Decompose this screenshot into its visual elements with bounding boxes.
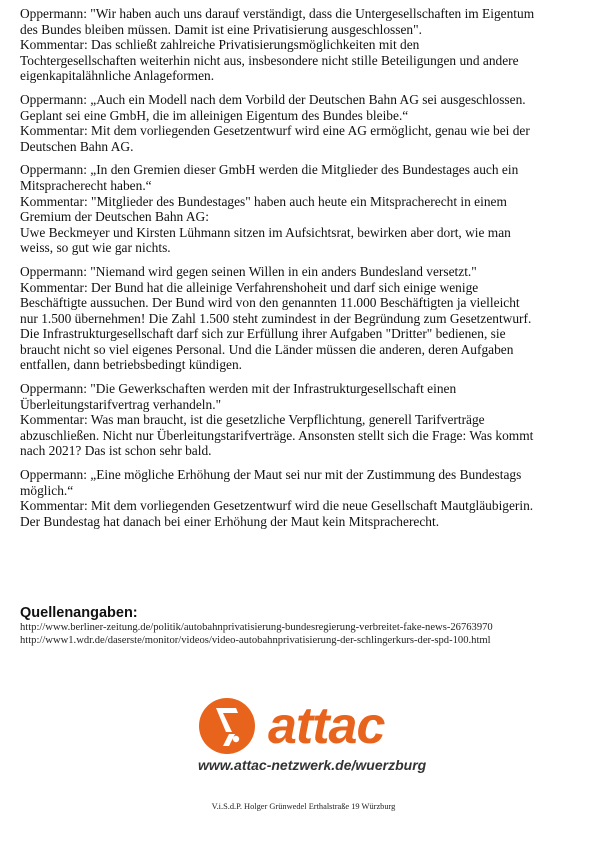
statement-block-3	[20, 162, 592, 256]
text-line: Die Infrastrukturgesellschaft darf sich zur Erfüllung ihrer Aufgaben "Dritter" bedienen, sie	[20, 326, 506, 342]
text-line: Oppermann: „In den Gremien dieser GmbH werden die Mitglieder des Bundestages auch ein	[20, 162, 519, 178]
attac-logo	[194, 692, 434, 782]
article-body	[20, 6, 592, 537]
text-line: braucht nicht so viel eigenes Personal. Und die Länder müssen die anderen, deren Aufgaben	[20, 341, 514, 357]
text-line: Oppermann: "Wir haben auch uns darauf verständigt, dass die Untergesellschaften im Eigentum	[20, 6, 535, 21]
text-line: Geplant sei eine GmbH, die im alleinigen Eigentum des Bundes bleibe.“	[20, 107, 409, 123]
attac-wordmark: attac	[268, 697, 385, 755]
source-link-berliner-zeitung[interactable]: http://www.berliner-zeitung.de/politik/autobahnprivatisierung-bundesregierung-verbreitet-fake-news-26763970	[20, 622, 493, 633]
text-line: Kommentar: Der Bund hat die alleinige Verfahrenshoheit und darf sich einige wenige	[20, 279, 479, 295]
statement-block-6	[20, 467, 592, 529]
statement-block-1	[20, 6, 592, 84]
text-line: nur 1.500 übernehmen! Die Zahl 1.500 steht zumindest in der Begründung zum Gesetzentwurf.	[20, 310, 532, 326]
text-line: nach 2021? Das ist schon sehr bald.	[20, 443, 212, 459]
text-line: Kommentar: Mit dem vorliegenden Gesetzentwurf wird eine AG ermöglicht, genau wie bei der	[20, 123, 530, 139]
attac-url: www.attac-netzwerk.de/wuerzburg	[198, 757, 427, 773]
statement-block-2	[20, 92, 592, 154]
text-line: eigenkapitalähnliche Anlageformen.	[20, 68, 215, 84]
text-line: Gremium der Deutschen Bahn AG:	[20, 209, 209, 225]
text-line: Kommentar: Was man braucht, ist die gesetzliche Verpflichtung, generell Tarifverträge	[20, 412, 485, 428]
text-line: Oppermann: "Die Gewerkschaften werden mit der Infrastrukturgesellschaft einen	[20, 381, 457, 397]
text-line: Beschäftigte aussuchen. Der Bund wird von den genannten 11.000 Beschäftigten ja vielleicht	[20, 295, 520, 311]
text-line: Der Bundestag hat danach bei einer Erhöhung der Maut kein Mitspracherecht.	[20, 513, 440, 529]
attac-figure-icon	[196, 696, 260, 756]
text-line: weiss, so gut wie gar nichts.	[20, 240, 171, 256]
text-line: Oppermann: "Niemand wird gegen seinen Willen in ein anders Bundesland versetzt."	[20, 263, 477, 279]
text-line: Kommentar: Mit dem vorliegenden Gesetzentwurf wird die neue Gesellschaft Mautgläubigerin.	[20, 498, 534, 514]
text-line: abzuschließen. Nicht nur Überleitungstarifverträge. Ansonsten stellt sich die Frage: Was kommt	[20, 427, 534, 443]
text-line: Deutschen Bahn AG.	[20, 138, 134, 154]
text-line: entfallen, dann betriebsbedingt kündigen.	[20, 357, 242, 373]
text-line: möglich.“	[20, 482, 74, 498]
source-link-wdr[interactable]: http://www1.wdr.de/daserste/monitor/videos/video-autobahnprivatisierung-der-schlingerkurs-der-spd-100.html	[20, 634, 491, 646]
text-line: Mitspracherecht haben.“	[20, 177, 152, 193]
text-line: des Bundes bleiben müssen. Damit ist eine Privatisierung ausgeschlossen".	[20, 21, 422, 37]
text-line: Oppermann: „Eine mögliche Erhöhung der Maut sei nur mit der Zustimmung des Bundestags	[20, 467, 522, 483]
sources-heading: Quellenangaben:	[20, 605, 138, 621]
text-line: Kommentar: "Mitglieder des Bundestages" haben auch heute ein Mitspracherecht in einem	[20, 193, 507, 209]
text-line: Oppermann: „Auch ein Modell nach dem Vorbild der Deutschen Bahn AG sei ausgeschlossen.	[20, 91, 526, 107]
statement-block-5	[20, 381, 592, 459]
sources-section	[20, 604, 592, 647]
text-line: Tochtergesellschaften weiterhin nicht aus, insbesondere nicht stille Beteiligungen und andere	[20, 52, 519, 68]
text-line: Uwe Beckmeyer und Kirsten Lühmann sitzen im Aufsichtsrat, bewirken aber dort, wie man	[20, 224, 511, 240]
statement-block-4	[20, 264, 592, 373]
text-line: Überleitungstarifvertrag verhandeln."	[20, 396, 222, 412]
text-line: Kommentar: Das schließt zahlreiche Privatisierungsmöglichkeiten mit den	[20, 37, 420, 53]
imprint-line: V.i.S.d.P. Holger Grünwedel Erthalstraße 19 Würzburg	[211, 802, 396, 811]
